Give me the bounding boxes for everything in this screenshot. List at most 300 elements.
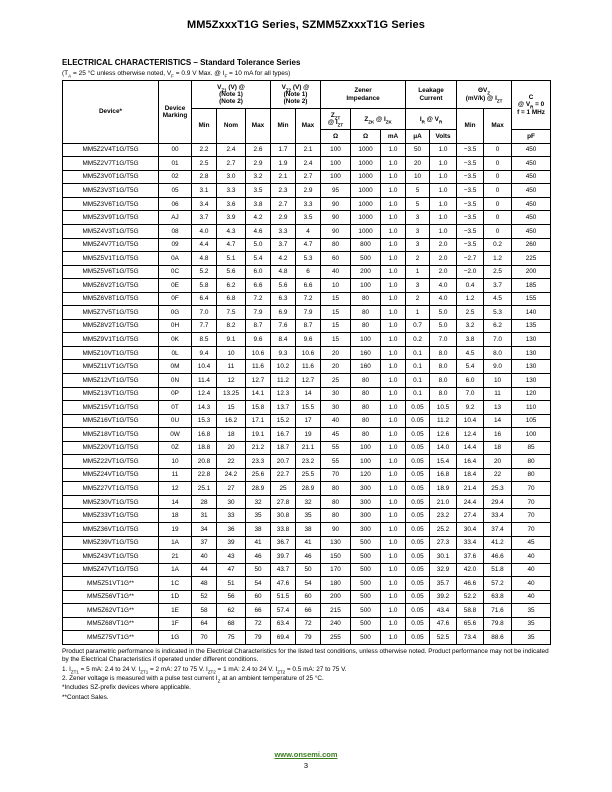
table-row <box>63 617 551 631</box>
cell-value: 19 <box>296 428 321 442</box>
cell-value: 3.6 <box>217 197 246 211</box>
footer-link[interactable]: www.onsemi.com <box>274 750 338 759</box>
cell-value: 80 <box>351 292 381 306</box>
cell-value: 225 <box>512 252 551 266</box>
cell-value: 4.5 <box>457 346 484 360</box>
cell-value: 71.6 <box>484 604 512 618</box>
cell-device: MM5Z56VT1G** <box>63 590 159 604</box>
cell-marking: 0T <box>159 401 192 415</box>
cell-marking: 01 <box>159 157 192 171</box>
cell-value: 1.0 <box>381 482 406 496</box>
cell-value: 12.7 <box>296 374 321 388</box>
cell-value: 0.05 <box>406 577 430 591</box>
cell-value: 6.2 <box>484 319 512 333</box>
unit-c-pf: pF <box>512 130 551 144</box>
cell-marking: 0P <box>159 387 192 401</box>
cell-value: 450 <box>512 157 551 171</box>
cell-marking: 1A <box>159 563 192 577</box>
page-footer <box>0 750 612 770</box>
cell-value: 33.8 <box>271 523 296 537</box>
cell-value: 80 <box>512 468 551 482</box>
cell-value: 27.8 <box>271 495 296 509</box>
cell-value: 18 <box>484 441 512 455</box>
cell-value: 58.8 <box>457 604 484 618</box>
cell-value: 1.0 <box>381 441 406 455</box>
cell-value: 40 <box>192 550 217 564</box>
cell-value: 40 <box>512 563 551 577</box>
note-double-asterisk: **Contact Sales. <box>62 693 109 701</box>
cell-value: 1 <box>406 265 430 279</box>
cell-value: 57.4 <box>271 604 296 618</box>
cell-value: 6.6 <box>246 279 271 293</box>
cell-value: 1.0 <box>381 211 406 225</box>
cell-value: 60 <box>321 252 351 266</box>
cell-value: 1.0 <box>381 279 406 293</box>
cell-value: 40 <box>512 577 551 591</box>
table-row <box>63 482 551 496</box>
cell-value: 22 <box>484 468 512 482</box>
cell-value: 0.05 <box>406 563 430 577</box>
cell-value: 120 <box>512 387 551 401</box>
cell-value: 79 <box>296 631 321 645</box>
cell-value: 15.3 <box>192 414 217 428</box>
cell-value: 5 <box>406 197 430 211</box>
cell-value: 51.8 <box>484 563 512 577</box>
table-row <box>63 333 551 347</box>
cell-value: 0 <box>484 157 512 171</box>
col-header-vz1: $V_{Z1}$ (V) @ (Note 1) (Note 2) <box>192 81 271 109</box>
col-header-zzk: $Z_{ZK}$ @ $I_{ZK}$ <box>351 109 406 130</box>
cell-value: 2.9 <box>296 184 321 198</box>
cell-value: 100 <box>351 455 381 469</box>
cell-value: 12 <box>217 374 246 388</box>
cell-value: 0 <box>484 197 512 211</box>
cell-value: 1.0 <box>381 306 406 320</box>
cell-value: 8.7 <box>246 319 271 333</box>
cell-value: 80 <box>321 482 351 496</box>
cell-value: 70 <box>512 509 551 523</box>
cell-value: 1.0 <box>430 211 457 225</box>
cell-value: 85 <box>512 441 551 455</box>
cell-value: 18.8 <box>192 441 217 455</box>
cell-value: 0.1 <box>406 374 430 388</box>
cell-value: 0.05 <box>406 468 430 482</box>
cell-value: 42.0 <box>457 563 484 577</box>
cell-value: 8.4 <box>271 333 296 347</box>
cell-value: 27.3 <box>430 536 457 550</box>
cell-value: 6.8 <box>217 292 246 306</box>
cell-value: 2.6 <box>246 143 271 157</box>
col-header-vz1-nom: Nom <box>217 109 246 143</box>
cell-value: 7.9 <box>296 306 321 320</box>
cell-marking: 1F <box>159 617 192 631</box>
cell-value: 15 <box>217 401 246 415</box>
col-header-vz2-max: Max <box>296 109 321 143</box>
cell-value: 8.0 <box>430 360 457 374</box>
cell-value: 60 <box>296 590 321 604</box>
cell-marking: 19 <box>159 523 192 537</box>
cell-value: 1.0 <box>381 143 406 157</box>
cell-value: 500 <box>351 252 381 266</box>
cell-value: 11 <box>484 387 512 401</box>
cell-value: 5.6 <box>217 265 246 279</box>
cell-value: 0.05 <box>406 441 430 455</box>
cell-value: 24.2 <box>217 468 246 482</box>
cell-value: 14.4 <box>457 441 484 455</box>
cell-value: 15 <box>321 292 351 306</box>
cell-value: 0.7 <box>406 319 430 333</box>
cell-value: 0.05 <box>406 550 430 564</box>
cell-value: 500 <box>351 604 381 618</box>
cell-value: −3.5 <box>457 170 484 184</box>
col-header-ir-vr: $I_R$ @ $V_R$ <box>406 109 457 130</box>
cell-value: 1.0 <box>381 495 406 509</box>
test-conditions: ($T_A = 25$ °C unless otherwise noted, $V_F = 0.9$ V Max. @ $I_F = 10$ mA for all types) <box>62 70 291 79</box>
cell-device: MM5Z3V0T1G/T5G <box>63 170 159 184</box>
cell-value: 6.0 <box>246 265 271 279</box>
cell-value: 90 <box>321 225 351 239</box>
cell-value: 32.9 <box>430 563 457 577</box>
cell-value: 4.8 <box>192 252 217 266</box>
cell-value: 7.0 <box>430 333 457 347</box>
cell-value: 27.4 <box>457 509 484 523</box>
cell-value: 110 <box>512 401 551 415</box>
cell-value: 6.9 <box>271 306 296 320</box>
cell-value: 68 <box>217 617 246 631</box>
cell-value: 80 <box>321 495 351 509</box>
cell-value: 4.0 <box>192 225 217 239</box>
cell-value: 1.0 <box>430 170 457 184</box>
cell-value: 1.0 <box>381 401 406 415</box>
cell-value: 450 <box>512 143 551 157</box>
cell-value: 35 <box>512 617 551 631</box>
cell-value: 64 <box>192 617 217 631</box>
cell-marking: 02 <box>159 170 192 184</box>
cell-value: 11.2 <box>271 374 296 388</box>
cell-value: 3.9 <box>217 211 246 225</box>
cell-value: 300 <box>351 523 381 537</box>
cell-device: MM5Z7V5T1G/T5G <box>63 306 159 320</box>
cell-value: 1.0 <box>381 387 406 401</box>
cell-value: 57.2 <box>484 577 512 591</box>
cell-value: 1.0 <box>381 374 406 388</box>
cell-marking: 0E <box>159 279 192 293</box>
table-body <box>63 143 551 644</box>
cell-value: 41 <box>246 536 271 550</box>
cell-value: 51 <box>217 577 246 591</box>
col-header-theta-min: Min <box>457 109 484 143</box>
cell-value: 5.0 <box>430 319 457 333</box>
cell-value: 1.0 <box>381 509 406 523</box>
cell-value: 2.1 <box>271 170 296 184</box>
cell-value: 5.1 <box>217 252 246 266</box>
col-header-theta-max: Max <box>484 109 512 143</box>
cell-value: 450 <box>512 211 551 225</box>
cell-value: 0.05 <box>406 523 430 537</box>
cell-value: 100 <box>351 279 381 293</box>
cell-value: 70 <box>192 631 217 645</box>
cell-value: 11.2 <box>430 414 457 428</box>
cell-value: 450 <box>512 170 551 184</box>
table-row <box>63 590 551 604</box>
cell-value: 1.0 <box>430 157 457 171</box>
cell-value: 14.3 <box>192 401 217 415</box>
cell-value: 10.5 <box>430 401 457 415</box>
cell-value: 5.3 <box>296 252 321 266</box>
cell-value: 1.0 <box>381 292 406 306</box>
cell-marking: 0Z <box>159 441 192 455</box>
cell-value: 200 <box>512 265 551 279</box>
table-header <box>63 81 551 144</box>
cell-value: 80 <box>351 428 381 442</box>
cell-device: MM5Z68VT1G** <box>63 617 159 631</box>
cell-value: 0.05 <box>406 604 430 618</box>
cell-value: 17.1 <box>246 414 271 428</box>
cell-value: 40 <box>321 414 351 428</box>
cell-value: 130 <box>512 333 551 347</box>
cell-value: 70 <box>512 495 551 509</box>
cell-value: 46 <box>296 550 321 564</box>
cell-value: 15 <box>321 306 351 320</box>
cell-value: 9.1 <box>217 333 246 347</box>
cell-value: 105 <box>512 414 551 428</box>
cell-value: 52.5 <box>430 631 457 645</box>
cell-value: 79 <box>246 631 271 645</box>
cell-value: 0.05 <box>406 414 430 428</box>
table-row <box>63 631 551 645</box>
cell-value: 8.5 <box>192 333 217 347</box>
table-row <box>63 401 551 415</box>
cell-value: 72 <box>296 617 321 631</box>
cell-value: 13.7 <box>271 401 296 415</box>
cell-value: 47.6 <box>430 617 457 631</box>
cell-value: 20 <box>321 346 351 360</box>
notes-block <box>62 648 550 702</box>
cell-value: 255 <box>321 631 351 645</box>
cell-value: 1000 <box>351 184 381 198</box>
cell-value: 73.4 <box>457 631 484 645</box>
cell-value: 33 <box>217 509 246 523</box>
cell-value: 1.0 <box>381 536 406 550</box>
cell-value: 5 <box>406 184 430 198</box>
cell-device: MM5Z75VT1G** <box>63 631 159 645</box>
cell-device: MM5Z36VT1G/T5G <box>63 523 159 537</box>
cell-value: −3.5 <box>457 143 484 157</box>
cell-value: 1.0 <box>381 590 406 604</box>
cell-value: 1.7 <box>271 143 296 157</box>
cell-value: 9.2 <box>457 401 484 415</box>
cell-value: 37.4 <box>484 523 512 537</box>
cell-value: 25.6 <box>246 468 271 482</box>
cell-value: 100 <box>321 143 351 157</box>
cell-value: 3.3 <box>296 197 321 211</box>
cell-value: 52.2 <box>457 590 484 604</box>
cell-value: 3.7 <box>271 238 296 252</box>
table-row <box>63 197 551 211</box>
cell-value: 7.7 <box>192 319 217 333</box>
cell-marking: 06 <box>159 197 192 211</box>
cell-value: 16 <box>484 428 512 442</box>
cell-value: 23.2 <box>430 509 457 523</box>
cell-value: 4.0 <box>430 279 457 293</box>
cell-marking: 0G <box>159 306 192 320</box>
table-row <box>63 414 551 428</box>
cell-value: 90 <box>321 197 351 211</box>
cell-device: MM5Z4V3T1G/T5G <box>63 225 159 239</box>
cell-value: 46.6 <box>457 577 484 591</box>
cell-value: 7.0 <box>457 387 484 401</box>
cell-value: 8.7 <box>296 319 321 333</box>
cell-value: 3 <box>406 225 430 239</box>
cell-value: 36 <box>217 523 246 537</box>
cell-marking: 1G <box>159 631 192 645</box>
cell-value: 35 <box>512 604 551 618</box>
col-header-leakage-current: Leakage Current <box>406 81 457 109</box>
cell-value: 15.5 <box>296 401 321 415</box>
cell-value: 0 <box>484 211 512 225</box>
cell-value: 1.0 <box>381 225 406 239</box>
cell-value: 16.8 <box>430 468 457 482</box>
cell-value: 1000 <box>351 211 381 225</box>
note-preamble: Product parametric performance is indicated in the Electrical Characteristics for the listed test conditions, unless otherwise noted. Product performance may not be indicated by the Electrical Characteristics if operated under different conditions. <box>62 647 549 664</box>
cell-value: 7.2 <box>296 292 321 306</box>
cell-value: 38 <box>246 523 271 537</box>
cell-value: 16.8 <box>192 428 217 442</box>
cell-value: 60 <box>246 590 271 604</box>
cell-value: 7.0 <box>192 306 217 320</box>
cell-value: 25 <box>321 374 351 388</box>
cell-value: 1.0 <box>381 157 406 171</box>
cell-device: MM5Z5V6T1G/T5G <box>63 265 159 279</box>
cell-value: 21.4 <box>457 482 484 496</box>
cell-value: −3.5 <box>457 225 484 239</box>
cell-marking: 05 <box>159 184 192 198</box>
cell-value: 10 <box>217 346 246 360</box>
cell-device: MM5Z6V8T1G/T5G <box>63 292 159 306</box>
cell-device: MM5Z39VT1G/T5G <box>63 536 159 550</box>
cell-marking: 0K <box>159 333 192 347</box>
cell-value: 500 <box>351 617 381 631</box>
unit-zzk-ohm: Ω <box>351 130 381 144</box>
cell-value: 51.5 <box>271 590 296 604</box>
cell-value: 100 <box>351 333 381 347</box>
cell-value: 0.05 <box>406 590 430 604</box>
cell-value: 2.2 <box>192 143 217 157</box>
cell-value: 80 <box>351 414 381 428</box>
cell-value: 11 <box>217 360 246 374</box>
cell-value: 70 <box>512 482 551 496</box>
cell-value: 22.7 <box>271 468 296 482</box>
cell-value: 3 <box>406 279 430 293</box>
table-row <box>63 563 551 577</box>
cell-value: 1000 <box>351 170 381 184</box>
cell-marking: 0A <box>159 252 192 266</box>
cell-value: 3.7 <box>192 211 217 225</box>
cell-value: 7.9 <box>246 306 271 320</box>
cell-value: 28.9 <box>296 482 321 496</box>
cell-value: 1.0 <box>430 184 457 198</box>
cell-value: 35 <box>246 509 271 523</box>
cell-value: 34 <box>192 523 217 537</box>
cell-value: 14 <box>484 414 512 428</box>
cell-value: 0.05 <box>406 631 430 645</box>
cell-value: 10.6 <box>246 346 271 360</box>
cell-value: 2.7 <box>217 157 246 171</box>
cell-value: 18 <box>217 428 246 442</box>
cell-value: 1.0 <box>381 265 406 279</box>
cell-value: 12.6 <box>430 428 457 442</box>
cell-marking: 0N <box>159 374 192 388</box>
cell-value: 1.9 <box>271 157 296 171</box>
cell-value: 43 <box>217 550 246 564</box>
cell-value: 200 <box>351 265 381 279</box>
cell-value: 1 <box>406 306 430 320</box>
table-row <box>63 346 551 360</box>
cell-device: MM5Z3V9T1G/T5G <box>63 211 159 225</box>
cell-value: 2.0 <box>430 252 457 266</box>
cell-device: MM5Z3V6T1G/T5G <box>63 197 159 211</box>
cell-value: 37 <box>192 536 217 550</box>
cell-value: 260 <box>512 238 551 252</box>
cell-value: 1.0 <box>381 523 406 537</box>
cell-value: 14 <box>296 387 321 401</box>
cell-value: 70 <box>321 468 351 482</box>
cell-device: MM5Z22VT1G/T5G <box>63 455 159 469</box>
cell-value: 9.4 <box>192 346 217 360</box>
table-row <box>63 374 551 388</box>
cell-device: MM5Z12VT1G/T5G <box>63 374 159 388</box>
cell-value: 19.1 <box>246 428 271 442</box>
cell-value: 21.1 <box>296 441 321 455</box>
cell-value: 5.6 <box>271 279 296 293</box>
cell-value: 54 <box>296 577 321 591</box>
cell-value: 3.4 <box>192 197 217 211</box>
cell-value: 1.0 <box>381 604 406 618</box>
cell-device: MM5Z15VT1G/T5G <box>63 401 159 415</box>
col-header-zzt: $Z_{ZT}$ @ $I_{ZT}$ <box>321 109 351 130</box>
cell-value: 0 <box>484 225 512 239</box>
cell-marking: 11 <box>159 468 192 482</box>
cell-value: 80 <box>321 509 351 523</box>
cell-value: 48 <box>192 577 217 591</box>
cell-value: 1.0 <box>381 238 406 252</box>
cell-value: 10 <box>406 170 430 184</box>
cell-value: 11.6 <box>296 360 321 374</box>
cell-value: 5.8 <box>192 279 217 293</box>
cell-value: 21.2 <box>246 441 271 455</box>
cell-value: 4.0 <box>430 292 457 306</box>
cell-value: 450 <box>512 197 551 211</box>
cell-value: 1.0 <box>381 414 406 428</box>
cell-value: 35 <box>296 509 321 523</box>
cell-value: 300 <box>351 482 381 496</box>
cell-value: 1.0 <box>381 170 406 184</box>
table-row <box>63 265 551 279</box>
table-row <box>63 306 551 320</box>
cell-value: 6.2 <box>217 279 246 293</box>
cell-value: 3 <box>406 238 430 252</box>
cell-value: 39.2 <box>430 590 457 604</box>
cell-value: 80 <box>351 319 381 333</box>
cell-value: 25.1 <box>192 482 217 496</box>
col-header-vz2-min: Min <box>271 109 296 143</box>
page-title: MM5ZxxxT1G Series, SZMM5ZxxxT1G Series <box>187 19 425 31</box>
cell-value: 3.2 <box>457 319 484 333</box>
cell-value: 3.5 <box>296 211 321 225</box>
cell-value: 9.0 <box>484 360 512 374</box>
cell-value: 56 <box>217 590 246 604</box>
cell-value: 3.3 <box>271 225 296 239</box>
